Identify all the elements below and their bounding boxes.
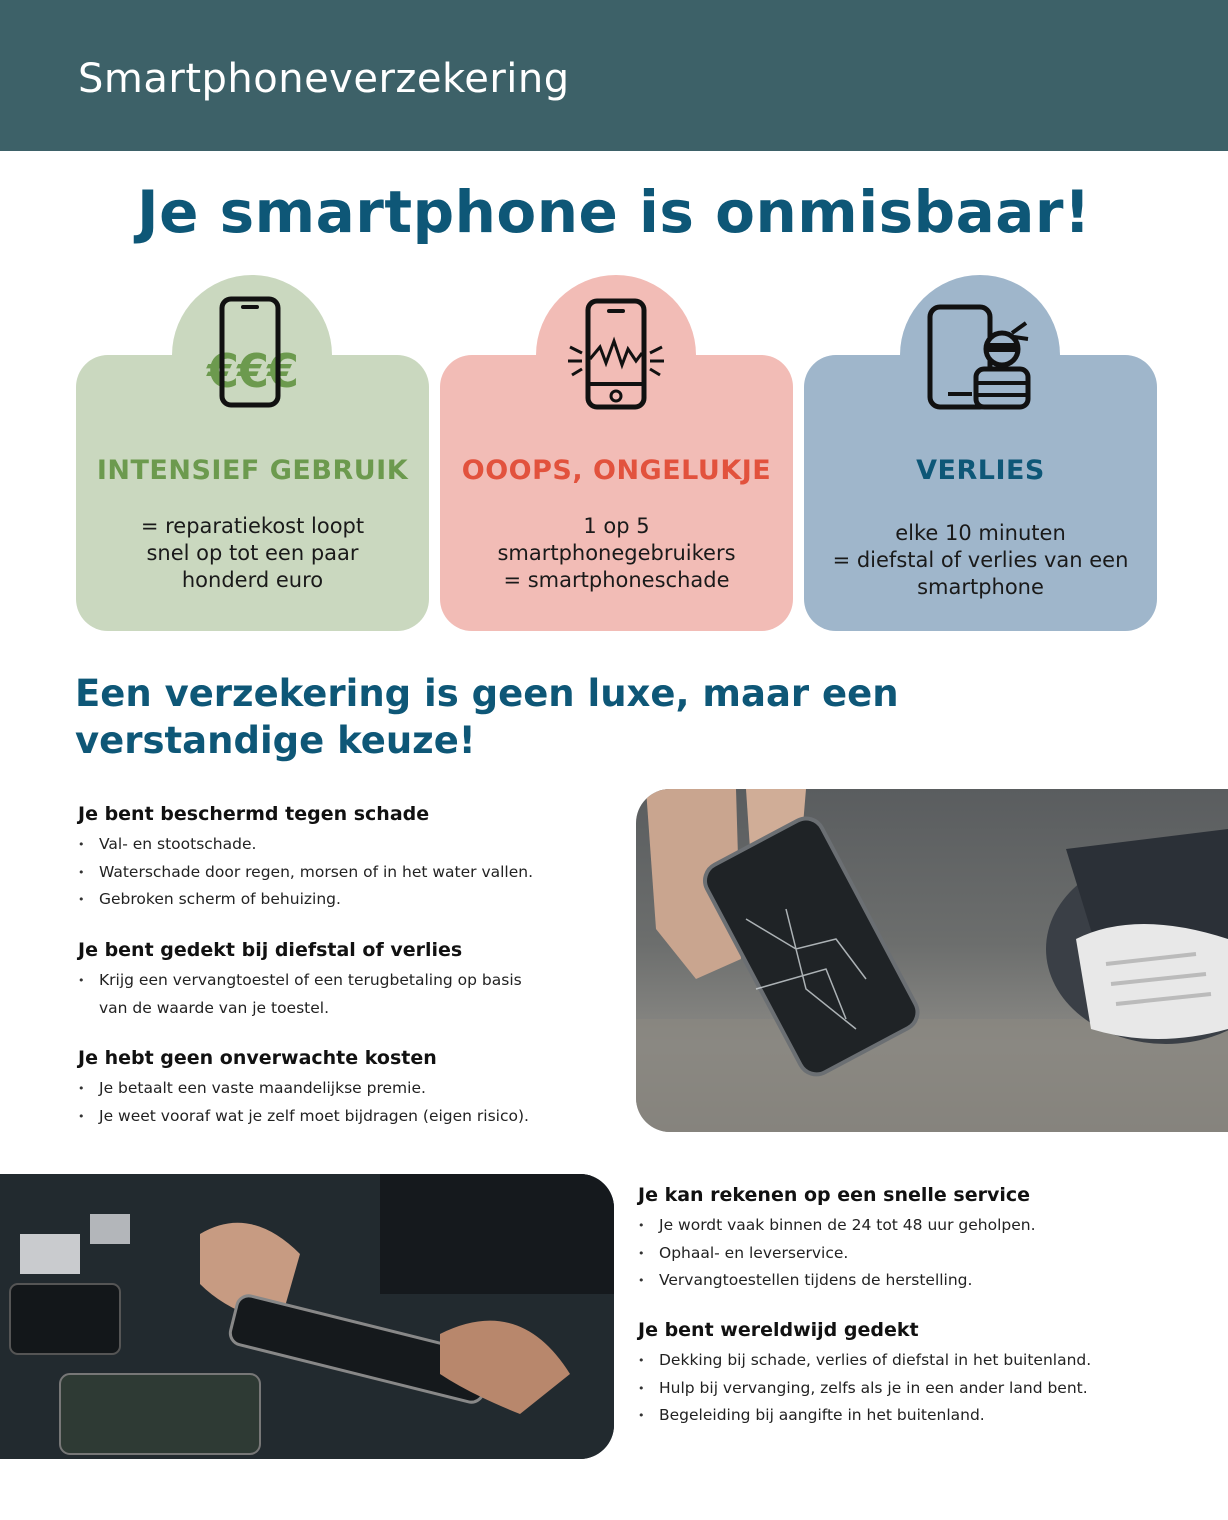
section-service (638, 1184, 1198, 1295)
list-item (638, 1212, 1198, 1240)
sub-headline-line: verstandige keuze! (75, 719, 476, 762)
broken-phone-icon (536, 289, 696, 429)
card-line: honderd euro (181, 568, 324, 592)
card-line: 1 op 5 (583, 514, 650, 538)
card-line: = smartphoneschade (503, 568, 730, 592)
list-item (78, 886, 598, 914)
list-item-text: • Val- en stootschade. (99, 835, 257, 853)
list-item-text: • Je betaalt een vaste maandelijkse premie. (99, 1079, 426, 1097)
bullet-list (78, 831, 598, 914)
euro-signs: €€€ (206, 344, 298, 398)
card-text (460, 513, 773, 594)
card-line: = reparatiekost loopt (140, 514, 365, 538)
list-item (638, 1267, 1198, 1295)
card-title: OOOPS, ONGELUKJE (461, 455, 772, 486)
list-item (78, 1075, 598, 1103)
bullet-list (78, 967, 598, 1022)
phone-euro-icon (172, 289, 332, 429)
list-item-text: • Hulp bij vervanging, zelfs als je in een ander land bent. (659, 1378, 1088, 1397)
photo-phone-repair (0, 1174, 614, 1459)
list-item (638, 1375, 1198, 1403)
bullet-list (638, 1347, 1198, 1430)
card-line: = diefstal of verlies van een (832, 548, 1129, 572)
list-item-text: • Je wordt vaak binnen de 24 tot 48 uur geholpen. (659, 1216, 1036, 1234)
list-item-text: • Begeleiding bij aangifte in het buitenland. (659, 1406, 985, 1424)
section-title: Je kan rekenen op een snelle service (638, 1184, 1031, 1206)
photo-broken-phone (636, 789, 1228, 1132)
card-ongelukje (440, 275, 793, 631)
list-item-text: • Krijg een vervangtoestel of een terugbetaling op basis (99, 971, 522, 989)
list-item-text: • Ophaal- en leverservice. (659, 1243, 849, 1262)
list-item-text: van de waarde van je toestel. (99, 998, 330, 1017)
section-kosten (78, 1047, 598, 1130)
main-headline: Je smartphone is onmisbaar! (137, 178, 1091, 246)
section-wereldwijd (638, 1319, 1198, 1430)
card-line: smartphone (917, 575, 1044, 599)
bullet-list (78, 1075, 598, 1130)
list-item (638, 1402, 1198, 1430)
card-text (824, 520, 1137, 601)
list-item (78, 1103, 598, 1131)
section-title: Je bent wereldwijd gedekt (638, 1319, 919, 1341)
card-intensief-gebruik (76, 275, 429, 631)
list-item (638, 1240, 1198, 1268)
card-title: VERLIES (916, 455, 1045, 486)
card-line: smartphonegebruikers (497, 541, 736, 565)
card-title: INTENSIEF GEBRUIK (96, 455, 409, 486)
sub-headline-line: Een verzekering is geen luxe, maar een (75, 672, 899, 715)
section-schade (78, 803, 598, 914)
list-item-text: • Gebroken scherm of behuizing. (99, 890, 341, 908)
list-item-text: • Waterschade door regen, morsen of in het water vallen. (99, 862, 534, 881)
card-line: elke 10 minuten (895, 521, 1066, 545)
card-text (96, 513, 409, 594)
list-item (78, 859, 598, 887)
section-diefstal (78, 939, 598, 1022)
phone-thief-icon (900, 289, 1060, 429)
section-title: Je bent gedekt bij diefstal of verlies (78, 939, 463, 961)
card-line: snel op tot een paar (146, 541, 359, 565)
list-item-text: • Je weet vooraf wat je zelf moet bijdragen (eigen risico). (99, 1106, 529, 1125)
bullet-list (638, 1212, 1198, 1295)
header-bar (0, 0, 1228, 151)
card-verlies (804, 275, 1157, 631)
sub-headline (75, 670, 975, 764)
list-item-text: • Dekking bij schade, verlies of diefstal in het buitenland. (659, 1351, 1092, 1369)
list-item (78, 831, 598, 859)
section-title: Je bent beschermd tegen schade (78, 803, 430, 825)
list-item (638, 1347, 1198, 1375)
list-item (78, 967, 598, 1022)
section-title: Je hebt geen onverwachte kosten (78, 1047, 437, 1069)
list-item-text: • Vervangtoestellen tijdens de herstelling. (659, 1271, 973, 1289)
page-title: Smartphoneverzekering (78, 56, 570, 102)
